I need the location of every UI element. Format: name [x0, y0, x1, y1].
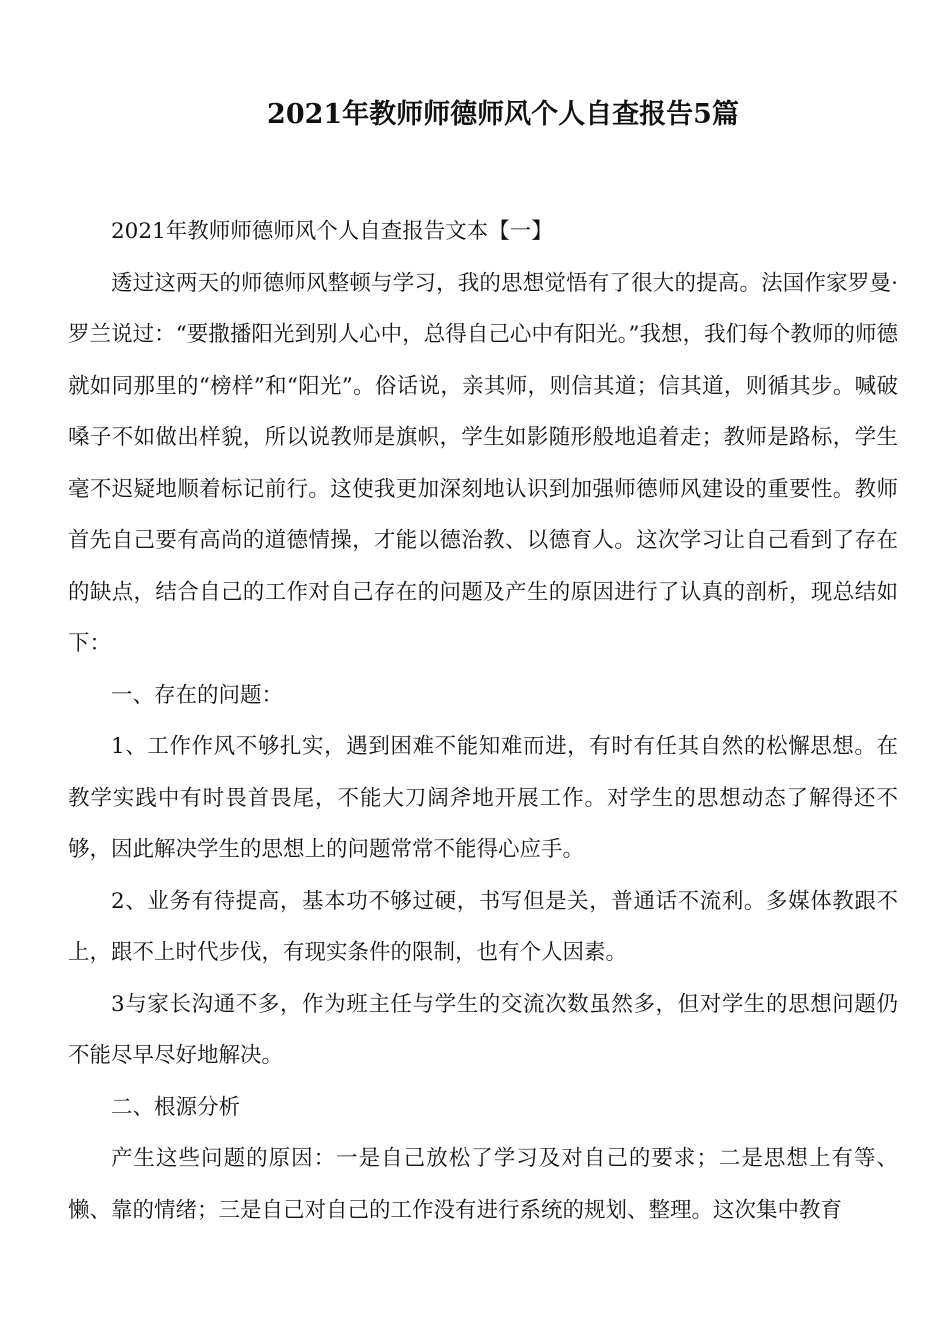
- section-heading-1: 2021年教师师德师风个人自查报告文本【一】: [111, 219, 553, 244]
- document-body: [68, 206, 898, 1236]
- paragraph-analysis: 产生这些问题的原因：一是自己放松了学习及对自己的要求；二是思想上有等、懒、靠的情绪；三是自己对自己的工作没有进行系统的规划、整理。这次集中教育: [68, 1146, 898, 1223]
- paragraph-intro: 透过这两天的师德师风整顿与学习，我的思想觉悟有了很大的提高。法国作家罗曼·罗兰说过：“要撒播阳光到别人心中，总得自己心中有阳光。”我想，我们每个教师的师德就如同那里的“榜样”和“阳光”。俗话说，亲其师，则信其道；信其道，则循其步。喊破嗓子不如做出样貌，所以说教师是旗帜，学生如影随形般地追着走；教师是路标，学生毫不迟疑地顺着标记前行。这使我更加深刻地认识到加强师德师风建设的重要性。教师首先自己要有高尚的道德情操，才能以德治教、以德育人。这次学习让自己看到了存在的缺点，结合自己的工作对自己存在的问题及产生的原因进行了认真的剖析，现总结如下：: [68, 270, 898, 656]
- section-heading-analysis: 二、根源分析: [111, 1094, 241, 1120]
- paragraph-problem-1: 1、工作作风不够扎实，遇到困难不能知难而进，有时有任其自然的松懈思想。在教学实践中有时畏首畏尾，不能大刀阔斧地开展工作。对学生的思想动态了解得还不够，因此解决学生的思想上的问题常常不能得心应手。: [68, 734, 898, 862]
- paragraph-problem-2: 2、业务有待提高，基本功不够过硬，书写但是关，普通话不流利。多媒体教跟不上，跟不上时代步伐，有现实条件的限制，也有个人因素。: [68, 888, 898, 965]
- document-title: 2021年教师师德师风个人自查报告5篇: [267, 99, 739, 130]
- paragraph-problem-3: 3与家长沟通不多，作为班主任与学生的交流次数虽然多，但对学生的思想问题仍不能尽早尽好地解决。: [68, 991, 898, 1068]
- section-heading-problems: 一、存在的问题：: [111, 682, 284, 708]
